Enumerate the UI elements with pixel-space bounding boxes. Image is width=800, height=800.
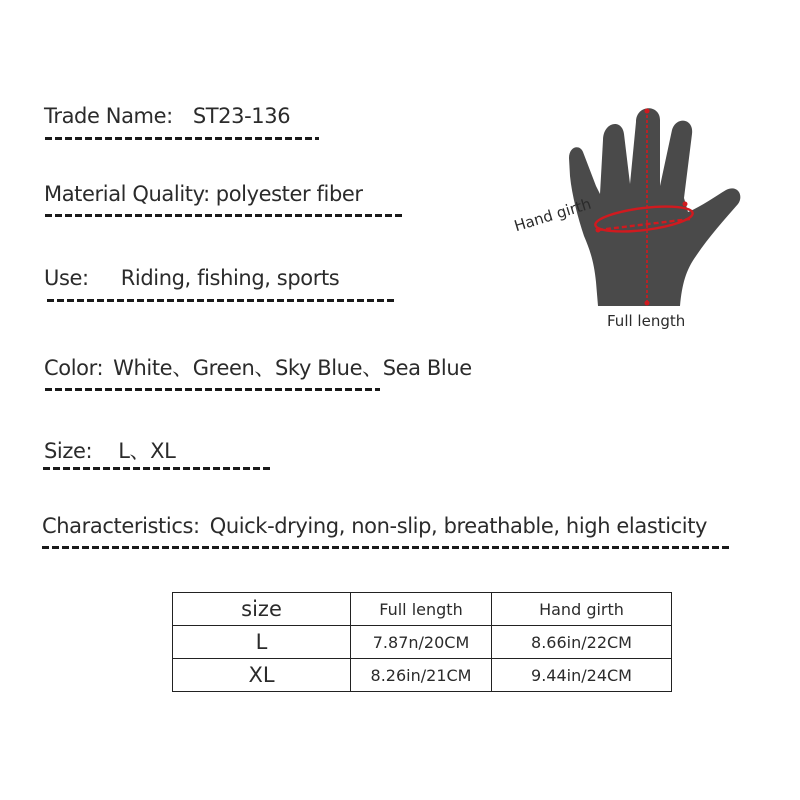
spec-characteristics	[42, 516, 707, 537]
spec-label: Color:	[44, 356, 104, 380]
spec-material	[44, 184, 363, 205]
spec-use	[44, 268, 339, 289]
spec-value: Riding, fishing, sports	[120, 266, 340, 290]
spec-value: ST23-136	[192, 104, 291, 128]
header-hand-girth: Hand girth	[492, 593, 672, 626]
spec-value: White、Green、Sky Blue、Sea Blue	[113, 356, 472, 380]
cell-full-length: 7.87n/20CM	[351, 626, 492, 659]
divider-dashed	[43, 467, 270, 470]
spec-label: Characteristics:	[42, 514, 200, 538]
divider-dashed	[45, 214, 403, 217]
spec-label: Size:	[44, 439, 93, 463]
divider-dashed	[45, 388, 380, 391]
table-row	[173, 626, 672, 659]
cell-full-length: 8.26in/21CM	[351, 659, 492, 692]
size-table	[172, 592, 672, 692]
hand-measurement-diagram	[500, 95, 760, 340]
cell-hand-girth: 8.66in/22CM	[492, 626, 672, 659]
header-size: size	[173, 593, 351, 626]
table-header-row	[173, 593, 672, 626]
cell-size: XL	[173, 659, 351, 692]
full-length-label: Full length	[607, 312, 686, 330]
divider-dashed	[42, 546, 730, 549]
spec-trade-name	[44, 106, 290, 127]
spec-value: polyester fiber	[215, 182, 363, 206]
spec-value: Quick-drying, non-slip, breathable, high elasticity	[209, 514, 708, 538]
spec-label: Use:	[44, 266, 89, 290]
spec-size	[44, 441, 175, 462]
spec-value: L、XL	[118, 439, 176, 463]
table-row	[173, 659, 672, 692]
divider-dashed	[45, 137, 319, 140]
divider-dashed	[47, 299, 395, 302]
spec-label: Material Quality:	[44, 182, 210, 206]
spec-label: Trade Name:	[44, 104, 173, 128]
header-full-length: Full length	[351, 593, 492, 626]
cell-hand-girth: 9.44in/24CM	[492, 659, 672, 692]
spec-color	[44, 358, 472, 379]
cell-size: L	[173, 626, 351, 659]
hand-girth-label: Hand girth	[512, 194, 594, 236]
